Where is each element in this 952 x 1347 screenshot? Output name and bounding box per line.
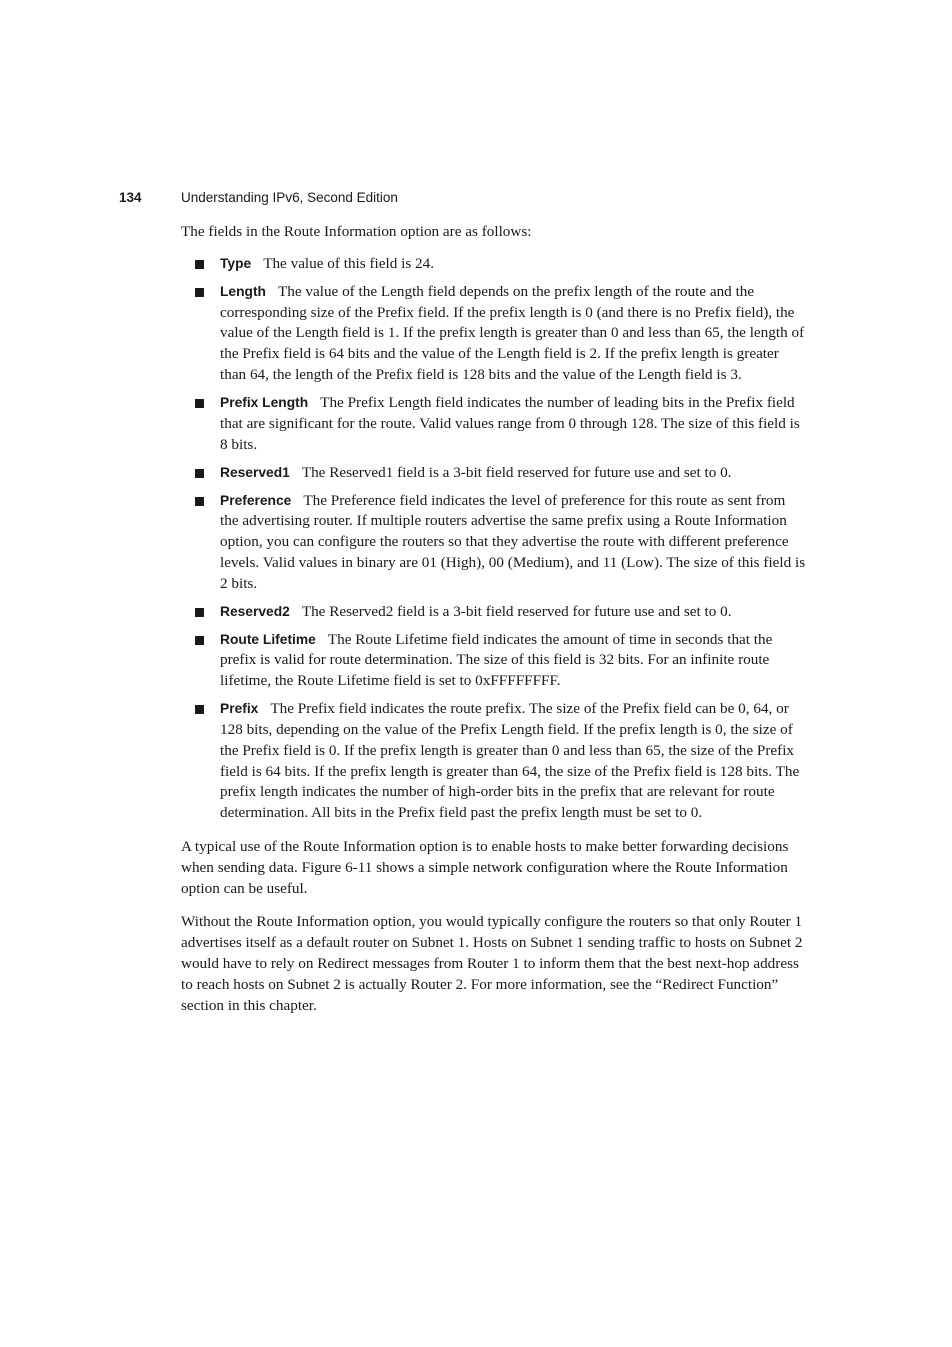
field-term: Type: [220, 255, 252, 271]
field-item-route-lifetime: [181, 630, 807, 692]
field-item-preference: [181, 491, 807, 595]
field-item-type: [181, 254, 807, 275]
field-item-reserved1: [181, 463, 807, 484]
field-description: The Reserved1 field is a 3-bit field reserved for future use and set to 0.: [301, 463, 732, 481]
running-head: [119, 188, 398, 208]
field-description: The value of this field is 24.: [263, 254, 435, 272]
body-paragraph: A typical use of the Route Information option is to enable hosts to make better forwarding decisions when sending data. Figure 6-11 shows a simple network configuration where the Route Information option can be useful.: [181, 838, 789, 897]
field-description: The Prefix Length field indicates the number of leading bits in the Prefix field that are significant for the route. Valid values range from 0 through 128. The size of this field is 8 bits.: [220, 393, 800, 453]
bullet-square-icon: [195, 608, 204, 617]
field-description: The Route Lifetime field indicates the amount of time in seconds that the prefix is valid for route determination. The size of this field is 32 bits. For an infinite route lifetime, the Route Lifetime field is set to 0xFFFFFFFF.: [220, 630, 773, 690]
field-item-length: [181, 282, 807, 386]
bullet-square-icon: [195, 260, 204, 269]
field-description: The Preference field indicates the level of preference for this route as sent from the advertising router. If multiple routers advertise the same prefix using a Route Information option, you can configure the routers so that they advertise the route with different preference levels. Valid values in binary are 01 (High), 00 (Medium), and 11 (Low). The size of this field is 2 bits.: [220, 491, 806, 592]
bullet-square-icon: [195, 288, 204, 297]
bullet-square-icon: [195, 497, 204, 506]
page-number: 134: [119, 190, 142, 205]
field-term: Route Lifetime: [220, 631, 316, 647]
bullet-square-icon: [195, 636, 204, 645]
bullet-square-icon: [195, 705, 204, 714]
bullet-square-icon: [195, 399, 204, 408]
field-term: Preference: [220, 492, 292, 508]
field-item-prefix: [181, 699, 807, 824]
body-paragraph: Without the Route Information option, you would typically configure the routers so that only Router 1 advertises itself as a default router on Subnet 1. Hosts on Subnet 1 sending traffic to hosts on Subnet 2 would have to rely on Redirect messages from Router 1 to inform them that the best next-hop address to reach hosts on Subnet 2 is actually Router 2. For more information, see the “Redirect Function” section in this chapter.: [181, 913, 803, 1014]
field-term: Prefix Length: [220, 394, 309, 410]
field-term: Reserved2: [220, 603, 290, 619]
field-item-reserved2: [181, 602, 807, 623]
book-title: Understanding IPv6, Second Edition: [181, 190, 398, 205]
field-term: Length: [220, 283, 266, 299]
field-term: Prefix: [220, 701, 259, 717]
field-description: The Reserved2 field is a 3-bit field reserved for future use and set to 0.: [301, 602, 732, 620]
page-body: [181, 222, 807, 1016]
bullet-square-icon: [195, 469, 204, 478]
field-description: The value of the Length field depends on the prefix length of the route and the corresponding size of the Prefix field. If the prefix length is 0 (and there is no Prefix field), the value of the Length field is 1. If the prefix length is greater than 0 and less than 65, the length of the Prefix field is 64 bits and the value of the Length field is 2. If the prefix length is greater than 64, the length of the Prefix field is 128 bits and the value of the Length field is 3.: [220, 282, 805, 383]
field-list: [181, 254, 807, 824]
field-description: The Prefix field indicates the route prefix. The size of the Prefix field can be 0, 64, or 128 bits, depending on the value of the Prefix Length field. If the prefix length is 0, the size of the Prefix field is 0. If the prefix length is greater than 0 and less than 65, the size of the Prefix field is 64 bits. If the prefix length is greater than 64, the size of the Prefix field is 128 bits. The prefix length indicates the number of high-order bits in the prefix that are relevant for route determination. All bits in the Prefix field past the prefix length must be set to 0.: [220, 700, 800, 822]
field-term: Reserved1: [220, 464, 290, 480]
field-item-prefix-length: [181, 393, 807, 455]
intro-text: The fields in the Route Information option are as follows:: [181, 223, 532, 240]
